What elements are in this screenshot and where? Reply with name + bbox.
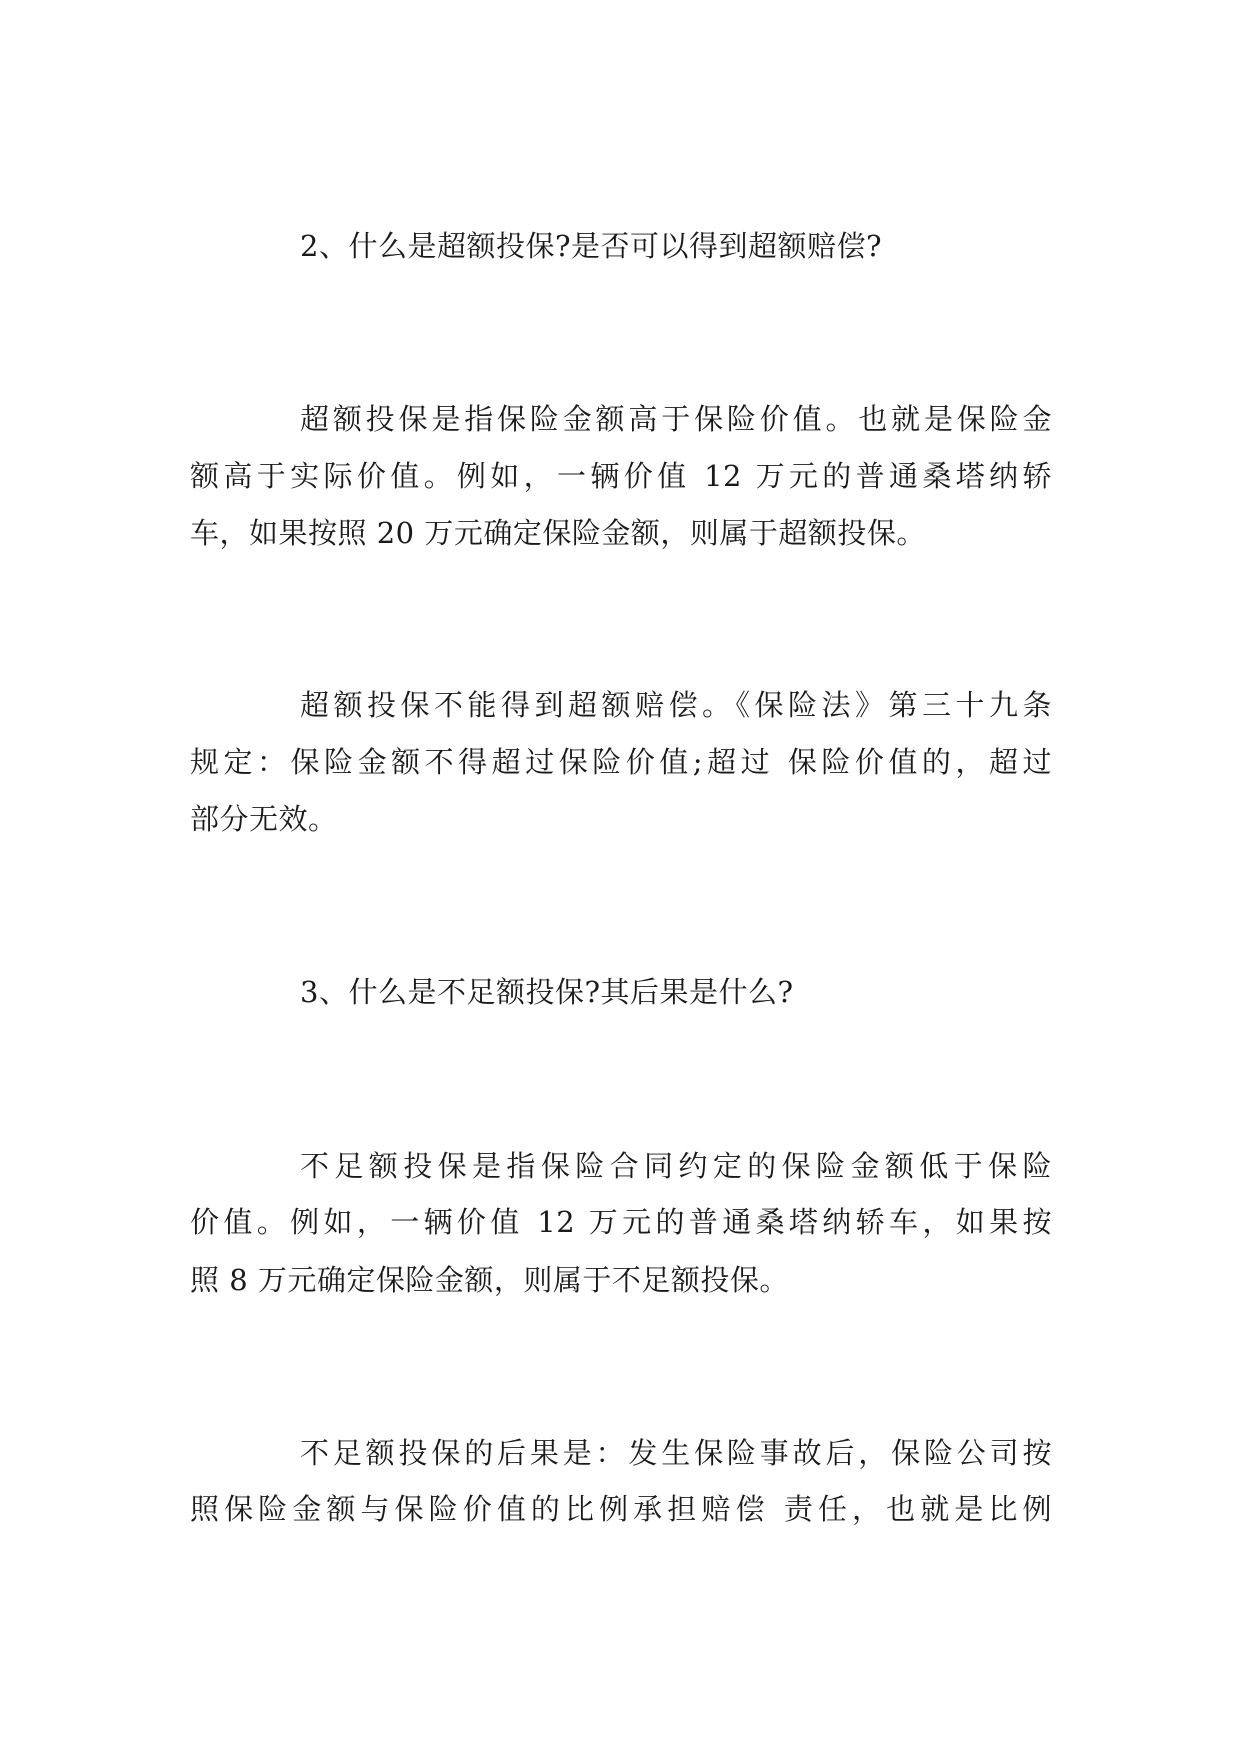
paragraph-1-line-1: 超额投保是指保险金额高于保险价值。也就是保险金 bbox=[300, 402, 1052, 436]
paragraph-4-line-1: 不足额投保的后果是：发生保险事故后，保险公司按 bbox=[300, 1436, 1052, 1470]
section-heading-2: 2、什么是超额投保?是否可以得到超额赔偿? bbox=[300, 229, 883, 263]
paragraph-1-line-2: 额高于实际价值。例如，一辆价值 12 万元的普通桑塔纳轿 bbox=[190, 459, 1052, 493]
paragraph-1-line-3: 车，如果按照 20 万元确定保险金额，则属于超额投保。 bbox=[190, 516, 926, 550]
paragraph-3-line-2: 价值。例如，一辆价值 12 万元的普通桑塔纳轿车，如果按 bbox=[190, 1205, 1052, 1239]
paragraph-3-line-3: 照 8 万元确定保险金额，则属于不足额投保。 bbox=[190, 1263, 789, 1297]
paragraph-2-line-2: 规定：保险金额不得超过保险价值;超过 保险价值的，超过 bbox=[190, 745, 1052, 779]
paragraph-2-line-3: 部分无效。 bbox=[190, 802, 338, 836]
paragraph-3-line-1: 不足额投保是指保险合同约定的保险金额低于保险 bbox=[300, 1149, 1052, 1183]
section-heading-3: 3、什么是不足额投保?其后果是什么? bbox=[300, 975, 794, 1009]
paragraph-4-line-2: 照保险金额与保险价值的比例承担赔偿 责任，也就是比例 bbox=[190, 1492, 1052, 1526]
paragraph-2-line-1: 超额投保不能得到超额赔偿。《保险法》第三十九条 bbox=[300, 688, 1052, 722]
